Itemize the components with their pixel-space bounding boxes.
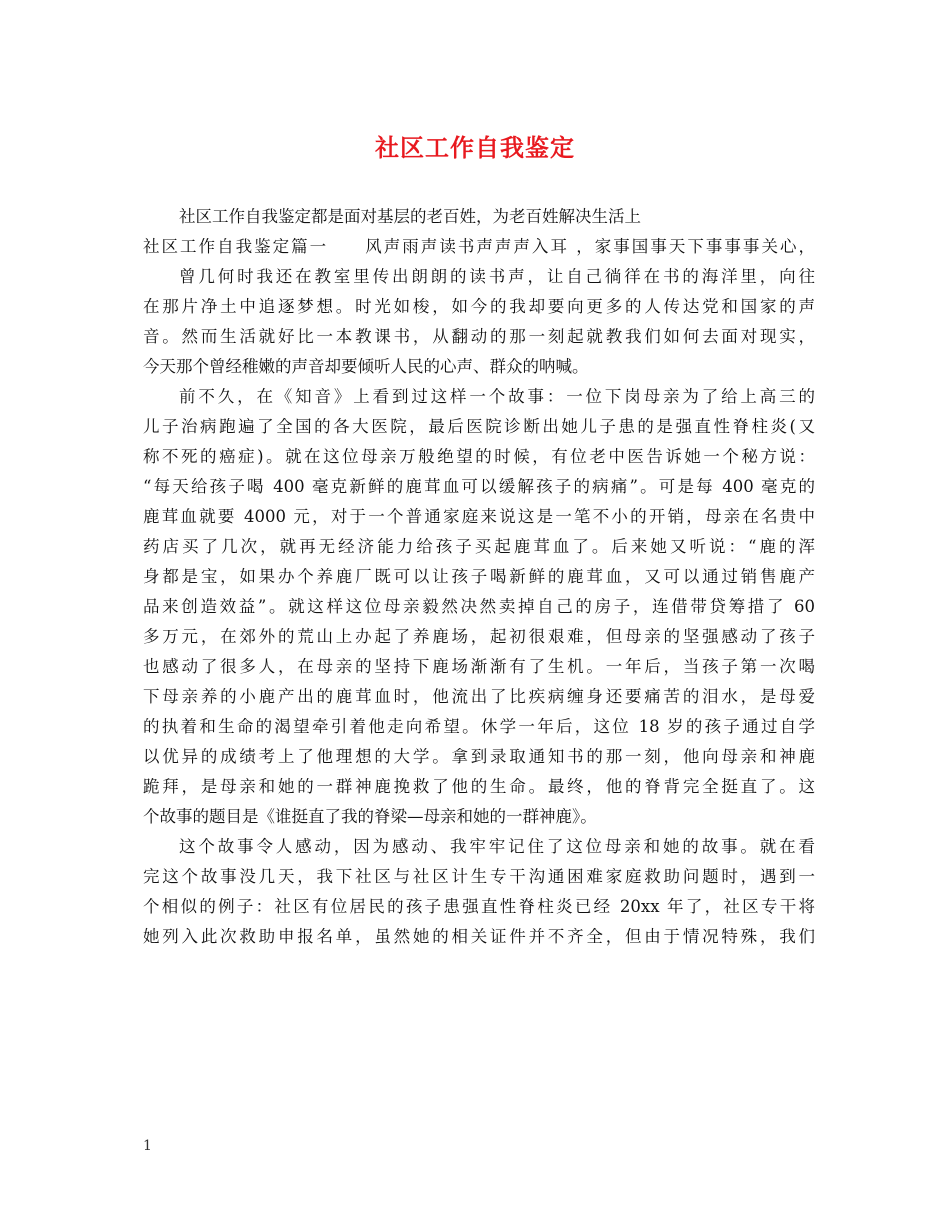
text-line: 完这个故事没几天，我下社区与社区计生专干沟通困难家庭救助问题时，遇到一 xyxy=(143,867,815,886)
text-line: 这个故事令人感动，因为感动、我牢牢记住了这位母亲和她的故事。就在看 xyxy=(179,837,815,856)
text-line: 跪拜，是母亲和她的一群神鹿挽救了他的生命。最终，他的脊背完全挺直了。这 xyxy=(143,777,815,796)
text-line: 也感动了很多人，在母亲的坚持下鹿场渐渐有了生机。一年后，当孩子第一次喝 xyxy=(143,657,815,676)
text-line: “每天给孩子喝 400 毫克新鲜的鹿茸血可以缓解孩子的病痛”。可是每 400 毫克的 xyxy=(143,477,815,496)
text-line: 个故事的题目是《谁挺直了我的脊梁—母亲和她的一群神鹿》。 xyxy=(143,807,597,826)
document-title: 社区工作自我鉴定 xyxy=(375,133,575,162)
text-line: 社区工作自我鉴定篇一 风声雨声读书声声声入耳 ，家事国事天下事事事关心， xyxy=(143,237,815,256)
text-line: 音。然而生活就好比一本教课书，从翻动的那一刻起就教我们如何去面对现实， xyxy=(143,327,815,346)
text-line: 社区工作自我鉴定都是面对基层的老百姓，为老百姓解决生活上 xyxy=(179,207,641,226)
text-line: 前不久，在《知音》上看到过这样一个故事：一位下岗母亲为了给上高三的 xyxy=(179,387,815,406)
text-line: 称不死的癌症)。就在这位母亲万般绝望的时候，有位老中医告诉她一个秘方说： xyxy=(143,447,815,466)
text-line: 药店买了几次，就再无经济能力给孩子买起鹿茸血了。后来她又听说：“鹿的浑 xyxy=(143,537,815,556)
text-line: 儿子治病跑遍了全国的各大医院，最后医院诊断出她儿子患的是强直性脊柱炎(又 xyxy=(143,417,815,436)
text-line: 多万元，在郊外的荒山上办起了养鹿场，起初很艰难，但母亲的坚强感动了孩子 xyxy=(143,627,815,646)
text-line: 个相似的例子：社区有位居民的孩子患强直性脊柱炎已经 20xx 年了，社区专干将 xyxy=(143,897,815,916)
text-line: 品来创造效益”。就这样这位母亲毅然决然卖掉自己的房子，连借带贷筹措了 60 xyxy=(143,597,815,616)
text-line: 鹿茸血就要 4000 元，对于一个普通家庭来说这是一笔不小的开销，母亲在名贵中 xyxy=(143,507,815,526)
text-line: 她列入此次救助申报名单，虽然她的相关证件并不齐全，但由于情况特殊，我们 xyxy=(143,927,815,946)
text-line: 曾几何时我还在教室里传出朗朗的读书声，让自己徜徉在书的海洋里，向往 xyxy=(179,267,815,286)
text-line: 以优异的成绩考上了他理想的大学。拿到录取通知书的那一刻，他向母亲和神鹿 xyxy=(143,747,815,766)
document-body xyxy=(143,202,815,952)
page-number: 1 xyxy=(143,1138,152,1154)
text-line: 下母亲养的小鹿产出的鹿茸血时，他流出了比疾病缠身还要痛苦的泪水，是母爱 xyxy=(143,687,815,706)
text-line: 身都是宝，如果办个养鹿厂既可以让孩子喝新鲜的鹿茸血，又可以通过销售鹿产 xyxy=(143,567,815,586)
text-line: 今天那个曾经稚嫩的声音却要倾听人民的心声、群众的呐喊。 xyxy=(143,357,589,376)
text-line: 的执着和生命的渴望牵引着他走向希望。休学一年后，这位 18 岁的孩子通过自学 xyxy=(143,717,815,736)
text-line: 在那片净土中追逐梦想。时光如梭，如今的我却要向更多的人传达党和国家的声 xyxy=(143,297,815,316)
